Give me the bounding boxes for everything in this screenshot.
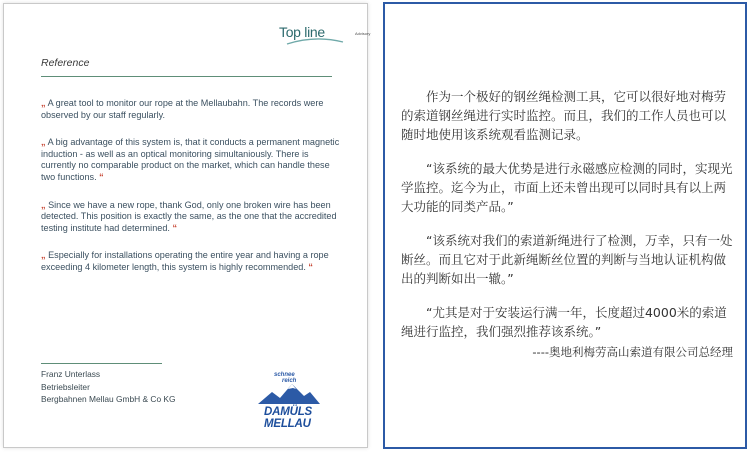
top-line-logo — [279, 24, 371, 46]
chinese-translation-panel — [383, 2, 747, 449]
quote-open-mark: „ — [41, 137, 46, 148]
damuls-mellau-logo — [256, 372, 326, 432]
logo-tagline: Advisory — [355, 31, 371, 36]
quote-close-mark: “ — [99, 171, 104, 182]
quote-open-mark: „ — [41, 98, 46, 108]
signature-line — [41, 363, 162, 364]
quote-close-mark: “ — [308, 261, 313, 272]
logo-damuls: DAMÜLS — [264, 406, 312, 418]
reference-heading: Reference — [41, 57, 90, 69]
testimonial-paragraph — [41, 250, 341, 273]
translation-paragraph: “该系统对我们的索道新绳进行了检测，万幸，只有一处断丝。而且它对于此新绳断丝位置的判断与当地认证机构做出的判断如出一辙。” — [401, 233, 733, 286]
translation-text — [401, 87, 736, 356]
logo-tagline-schnee: schnee — [274, 372, 295, 378]
testimonial-text: A big advantage of this system is, that it conducts a permanent magnetic induction - as well as an optical monitoring simultaniously. There is currently no comparable product on the market, which can handle these two functions. — [41, 137, 340, 182]
translation-paragraph: 作为一个极好的钢丝绳检测工具，它可以很好地对梅劳的索道钢丝绳进行实时监控。而且，我们的工作人员也可以随时地使用该系统观看监测记录。 — [401, 89, 727, 142]
quote-close-mark: “ — [172, 222, 177, 233]
reference-letter — [3, 3, 371, 448]
logo-name: Top line — [279, 24, 325, 40]
translation-paragraph: “尤其是对于安装运行满一年，长度超过4000米的索道绳进行监控，我们强烈推荐该系统。” — [401, 305, 727, 339]
heading-divider — [41, 76, 332, 77]
testimonial-text: Since we have a new rope, thank God, only one broken wire has been detected. This position is exactly the same, as the one that the accredited testing institute had determined. — [41, 199, 337, 233]
translation-signature: ----奥地利梅劳高山索道有限公司总经理 — [532, 345, 733, 359]
testimonial-paragraph — [41, 98, 341, 121]
signer-company: Bergbahnen Mellau GmbH & Co KG — [41, 394, 176, 405]
logo-tagline-reich: reich — [282, 378, 297, 384]
testimonial-text: A great tool to monitor our rope at the Mellaubahn. The records were observed by our staff regularly. — [41, 98, 324, 120]
testimonial-list — [41, 98, 341, 290]
swoosh-icon — [285, 37, 345, 46]
signature-block — [41, 368, 176, 406]
testimonial-text: Especially for installations operating the entire year and having a rope exceeding 4 kilometer length, this system is highly recommended. — [41, 250, 329, 272]
logo-mellau: MELLAU — [264, 418, 311, 430]
mountain-icon — [258, 382, 320, 406]
quote-open-mark: „ — [41, 250, 46, 261]
signer-title: Betriebsleiter — [41, 381, 90, 392]
testimonial-paragraph — [41, 137, 341, 183]
quote-open-mark: „ — [41, 199, 46, 210]
translation-paragraph: “该系统的最大优势是进行永磁感应检测的同时，实现光学监控。迄今为止，市面上还未曾出现可以同时具有以上两大功能的同类产品。” — [401, 161, 733, 214]
signer-name: Franz Unterlass — [41, 369, 101, 379]
testimonial-paragraph — [41, 200, 341, 235]
